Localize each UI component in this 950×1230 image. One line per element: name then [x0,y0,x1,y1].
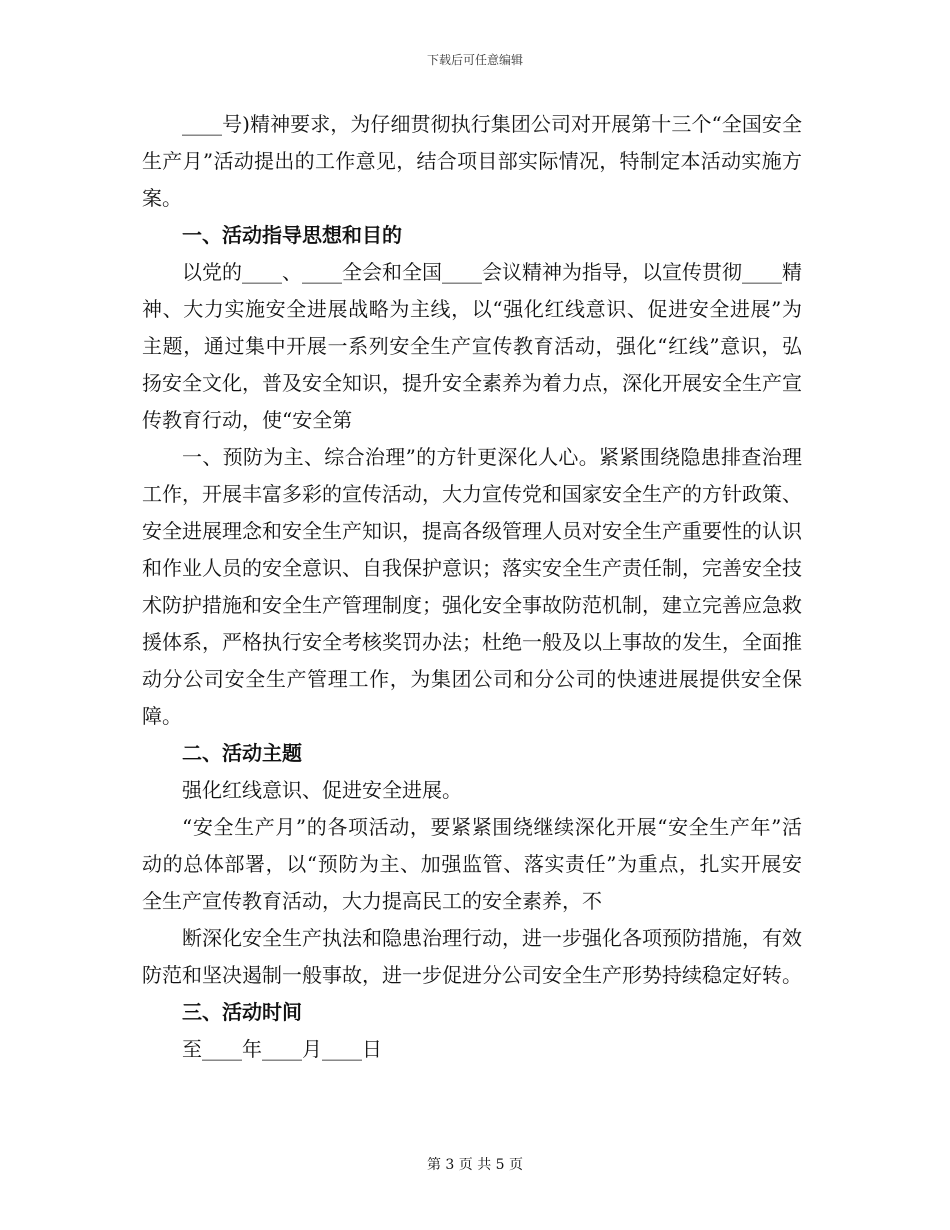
paragraph-guiding-ideology: 以党的____、____全会和全国____会议精神为指导，以宣传贯彻____精神、大力实施安全进展战略为主线，以“强化红线意识、促进安全进展”为主题，通过集中开展一系列安全生产宣传教育活动，强化“红线”意识，弘扬安全文化，普及安全知识，提升安全素养为着力点，深化开展安全生产宣传教育行动，使“安全第 [142,260,802,432]
page-footer: 第 3 页 共 5 页 [426,1157,524,1173]
paragraph-enforcement: 断深化安全生产执法和隐患治理行动，进一步强化各项预防措施，有效防范和坚决遏制一般事故，进一步促进分公司安全生产形势持续稳定好转。 [142,926,802,987]
page-header: 下载后可任意编辑 [426,53,523,67]
paragraph-prevention: 一、预防为主、综合治理”的方针更深化人心。紧紧围绕隐患排查治理工作，开展丰富多彩的宣传活动，大力宣传党和国家安全生产的方针政策、安全进展理念和安全生产知识，提高各级管理人员对安全生产重要性的认识和作业人员的安全意识、自我保护意识；落实安全生产责任制，完善安全技术防护措施和安全生产管理制度；强化安全事故防范机制，建立完善应急救援体系，严格执行安全考核奖罚办法；杜绝一般及以上事故的发生，全面推动分公司安全生产管理工作，为集团公司和分公司的快速进展提供安全保障。 [142,445,802,728]
paragraph-intro: ____号)精神要求，为仔细贯彻执行集团公司对开展第十三个“全国安全生产月”活动提出的工作意见，结合项目部实际情况，特制定本活动实施方案。 [142,112,802,210]
paragraph-theme: 强化红线意识、促进安全进展。 [182,778,462,802]
section-heading-theme: 二、活动主题 [182,741,302,765]
section-heading-guiding-ideology: 一、活动指导思想和目的 [182,223,402,247]
section-heading-time: 三、活动时间 [182,1000,302,1024]
paragraph-safety-month: “安全生产月”的各项活动，要紧紧围绕继续深化开展“安全生产年”活动的总体部署，以“预防为主、加强监管、落实责任”为重点，扎实开展安全生产宣传教育活动，大力提高民工的安全素养，不 [142,815,802,913]
paragraph-time: 至____年____月____日 [182,1037,382,1061]
document-body [142,106,802,1068]
